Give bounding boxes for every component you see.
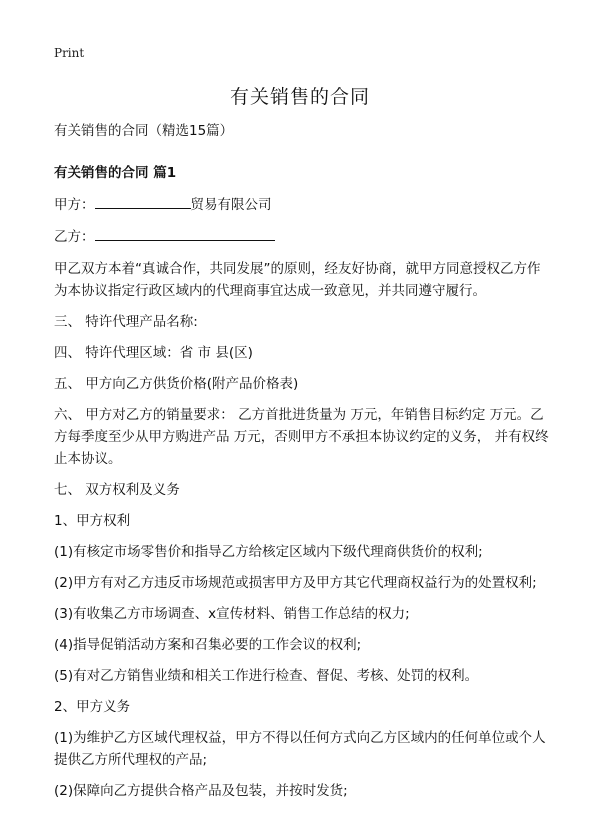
right-item-2: (2)甲方有对乙方违反市场规范或损害甲方及甲方其它代理商权益行为的处置权利;: [54, 575, 537, 591]
spacer: [54, 625, 550, 634]
party-b-label: 乙方：: [54, 229, 95, 245]
print-link[interactable]: Print: [54, 46, 85, 60]
clause-5: 五、 甲方向乙方供货价格(附产品价格表): [54, 376, 299, 392]
spacer: [54, 364, 550, 373]
right-item-1: (1)有核定市场零售价和指导乙方给核定区域内下级代理商供货价的权利;: [54, 544, 483, 560]
clause-7: 七、 双方权利及义务: [54, 482, 180, 498]
clause-6: 六、 甲方对乙方的销量要求： 乙方首批进货量为 万元，年销售目标约定 万元。乙方每季度至少从甲方购进产品 万元，否则甲方不承担本协议约定的义务， 并有权终止本协议。: [54, 407, 549, 467]
spacer: [54, 333, 550, 342]
spacer: [54, 470, 550, 479]
duty-item-1: (1)为维护乙方区域代理权益，甲方不得以任何方式向乙方区域内的任何单位或个人提供乙方所代理权的产品;: [54, 730, 546, 768]
duties-title: 2、甲方义务: [54, 699, 131, 715]
party-a-label: 甲方：: [54, 197, 95, 213]
party-b-line: [54, 226, 550, 248]
party-a-blank: [95, 194, 191, 209]
rights-title: 1、甲方权利: [54, 513, 131, 529]
right-item-5: (5)有对乙方销售业绩和相关工作进行检查、督促、考核、处罚的权利。: [54, 668, 479, 684]
party-b-blank: [95, 226, 275, 241]
spacer: [54, 687, 550, 696]
party-a-suffix: 贸易有限公司: [190, 197, 272, 213]
document-subtitle: 有关销售的合同（精选15篇）: [54, 123, 234, 139]
spacer: [54, 248, 550, 258]
party-a-line: [54, 194, 550, 216]
document-body: [54, 116, 550, 802]
right-item-4: (4)指导促销活动方案和召集必要的工作会议的权利;: [54, 637, 362, 653]
right-item-3: (3)有收集乙方市场调查、x宣传材料、销售工作总结的权力;: [54, 606, 410, 622]
spacer: [54, 656, 550, 665]
spacer: [54, 501, 550, 510]
intro-paragraph: 甲乙双方本着“真诚合作，共同发展”的原则，经友好协商，就甲方同意授权乙方作为本协议指定行政区域内的代理商事宜达成一致意见，并共同遵守履行。: [54, 261, 541, 299]
spacer: [54, 771, 550, 780]
spacer: [54, 142, 550, 152]
spacer: [54, 532, 550, 541]
clause-4: 四、 特许代理区域：省 市 县(区): [54, 345, 253, 361]
spacer: [54, 594, 550, 603]
clause-3: 三、 特许代理产品名称:: [54, 314, 198, 330]
spacer: [54, 718, 550, 727]
spacer: [54, 184, 550, 194]
spacer: [54, 216, 550, 226]
spacer: [54, 563, 550, 572]
document-title: 有关销售的合同: [229, 86, 370, 108]
section-title: 有关销售的合同 篇1: [54, 165, 177, 181]
spacer: [54, 302, 550, 311]
spacer: [54, 395, 550, 404]
duty-item-2: (2)保障向乙方提供合格产品及包装，并按时发货;: [54, 783, 348, 799]
